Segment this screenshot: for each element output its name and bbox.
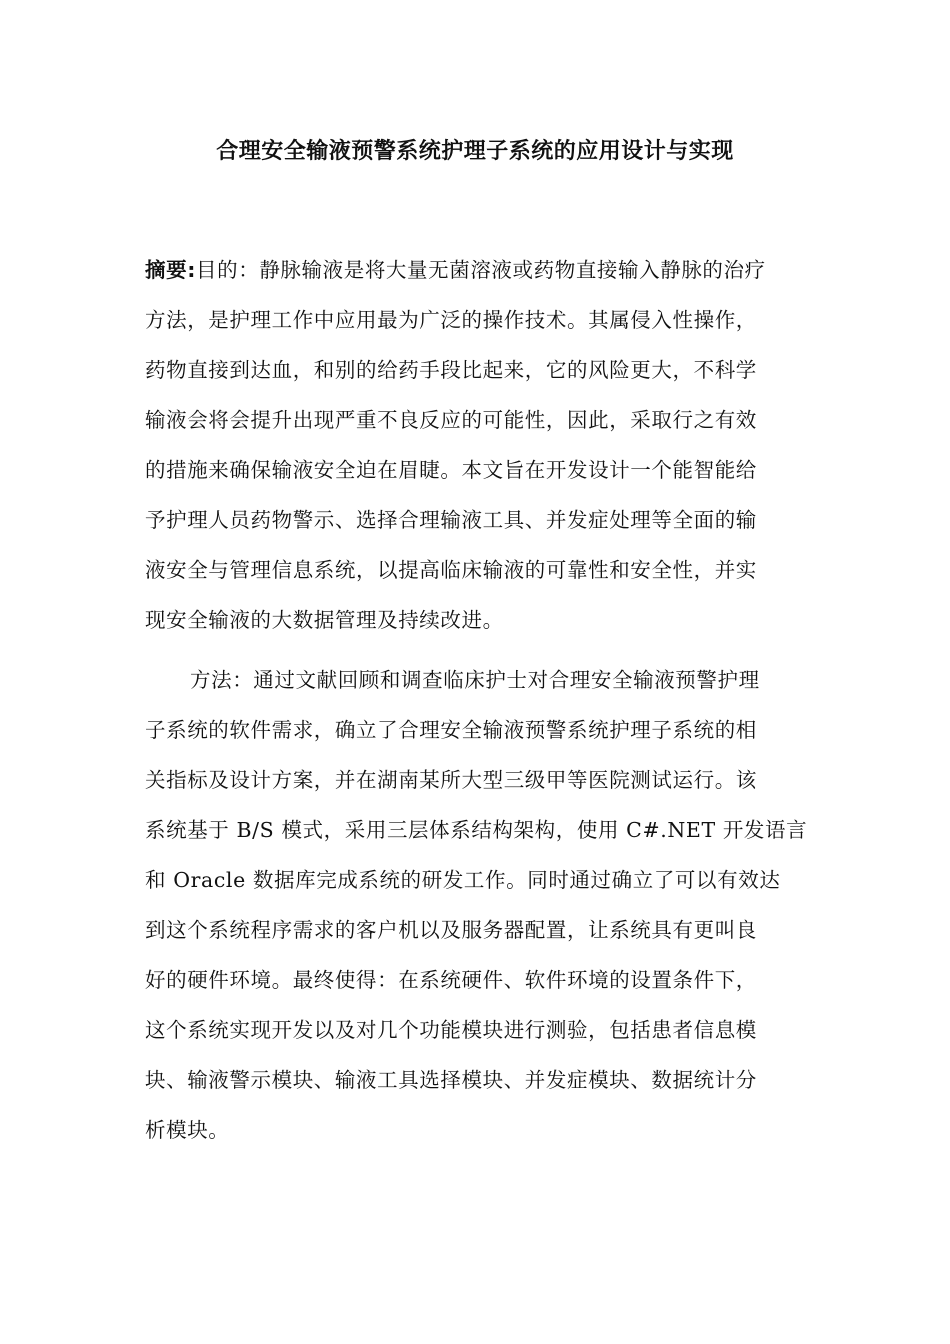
abstract-line: 方法，是护理工作中应用最为广泛的操作技术。其属侵入性操作，: [145, 308, 757, 332]
abstract-line: 予护理人员药物警示、选择合理输液工具、并发症处理等全面的输: [145, 508, 757, 532]
abstract-line: 液安全与管理信息系统，以提高临床输液的可靠性和安全性，并实: [145, 558, 757, 582]
abstract-line: 药物直接到达血，和别的给药手段比起来，它的风险更大，不科学: [145, 358, 757, 382]
methods-line: 和 Oracle 数据库完成系统的研发工作。同时通过确立了可以有效达: [145, 868, 781, 892]
abstract-line: 输液会将会提升出现严重不良反应的可能性，因此，采取行之有效: [145, 408, 757, 432]
abstract-line: 现安全输液的大数据管理及持续改进。: [145, 608, 504, 632]
methods-paragraph: [145, 655, 808, 1155]
abstract-label: 摘要: [145, 258, 188, 282]
abstract-separator: :: [187, 258, 197, 282]
methods-line: 好的硬件环境。最终使得：在系统硬件、软件环境的设置条件下，: [145, 968, 757, 992]
methods-line: 到这个系统程序需求的客户机以及服务器配置，让系统具有更叫良: [145, 918, 757, 942]
methods-line: 子系统的软件需求，确立了合理安全输液预警系统护理子系统的相: [145, 718, 757, 742]
methods-line: 系统基于 B/S 模式，采用三层体系结构架构，使用 C#.NET 开发语言: [145, 818, 808, 842]
methods-line: 析模块。: [145, 1118, 230, 1142]
abstract-line: [145, 245, 805, 295]
abstract-paragraph: [145, 245, 805, 645]
methods-line: 块、输液警示模块、输液工具选择模块、并发症模块、数据统计分: [145, 1068, 757, 1092]
abstract-text: 目的：静脉输液是将大量无菌溶液或药物直接输入静脉的治疗: [196, 258, 766, 282]
methods-line: 这个系统实现开发以及对几个功能模块进行测验，包括患者信息模: [145, 1018, 757, 1042]
document-title: 合理安全输液预警系统护理子系统的应用设计与实现: [216, 139, 734, 164]
methods-line: 方法：通过文献回顾和调查临床护士对合理安全输液预警护理: [190, 668, 760, 692]
methods-line: 关指标及设计方案，并在湖南某所大型三级甲等医院测试运行。该: [145, 768, 757, 792]
abstract-line: 的措施来确保输液安全迫在眉睫。本文旨在开发设计一个能智能给: [145, 458, 757, 482]
